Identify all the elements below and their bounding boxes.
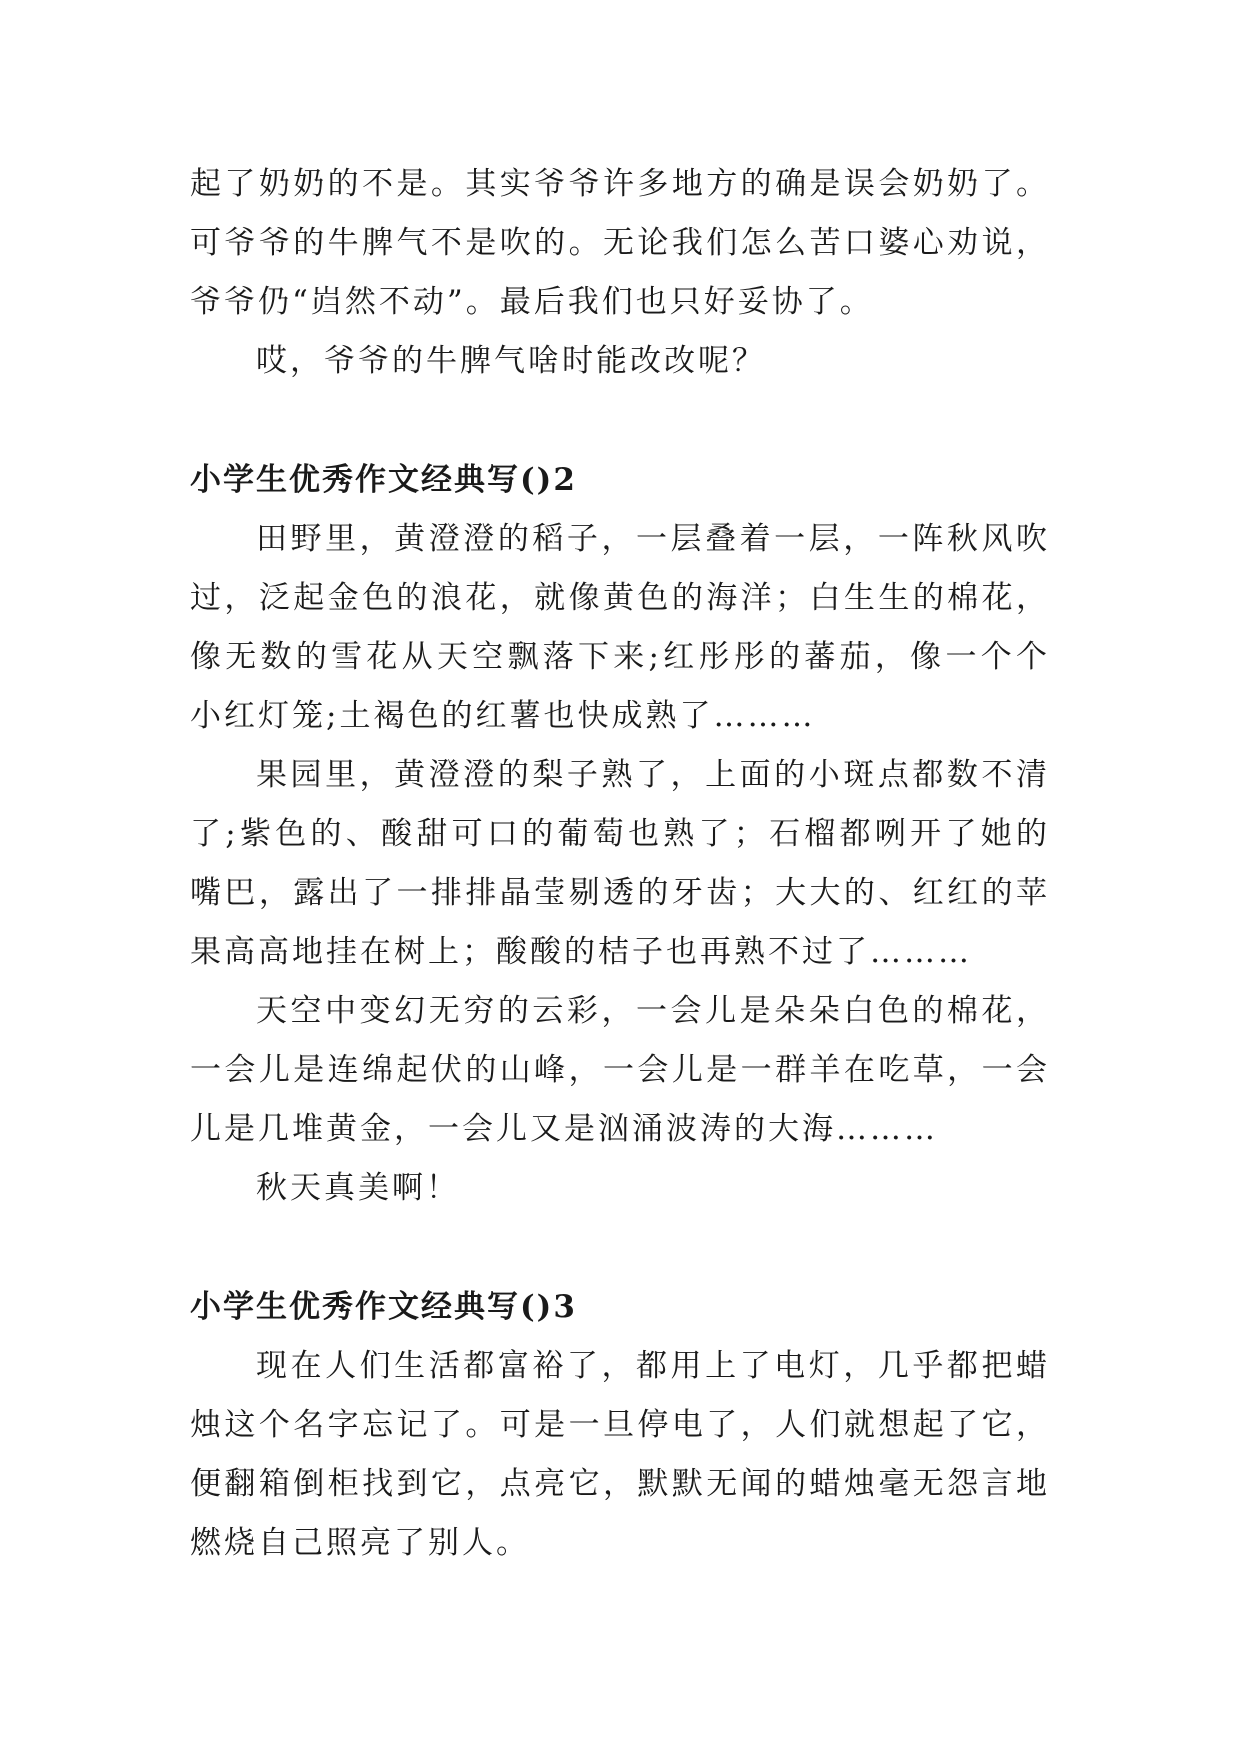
section-heading-2: 小学生优秀作文经典写()2 — [190, 462, 577, 498]
section-heading-3: 小学生优秀作文经典写()3 — [190, 1289, 577, 1325]
paragraph-autumn-beauty: 秋天真美啊！ — [256, 1170, 460, 1206]
paragraph-grandpa-temper: 哎，爷爷的牛脾气啥时能改改呢？ — [256, 343, 766, 379]
paragraph-orchard: 果园里，黄澄澄的梨子熟了，上面的小斑点都数不清了;紫色的、酸甜可口的葡萄也熟了；石榴都咧开了她的嘴巴，露出了一排排晶莹剔透的牙齿；大大的、红红的苹果高高地挂在树上；酸酸的桔子也再熟不过了……… — [190, 757, 1050, 970]
paragraph-continuation: 起了奶奶的不是。其实爷爷许多地方的确是误会奶奶了。可爷爷的牛脾气不是吹的。无论我们怎么苦口婆心劝说，爷爷仍“岿然不动”。最后我们也只好妥协了。 — [190, 166, 1050, 320]
document-body — [190, 155, 1050, 1573]
paragraph-fields: 田野里，黄澄澄的稻子，一层叠着一层，一阵秋风吹过，泛起金色的浪花，就像黄色的海洋；白生生的棉花，像无数的雪花从天空飘落下来;红彤彤的蕃茄，像一个个小红灯笼;土褐色的红薯也快成熟了……… — [190, 521, 1050, 734]
paragraph-clouds: 天空中变幻无穷的云彩，一会儿是朵朵白色的棉花，一会儿是连绵起伏的山峰，一会儿是一群羊在吃草，一会儿是几堆黄金，一会儿又是汹涌波涛的大海……… — [190, 993, 1050, 1147]
paragraph-candle: 现在人们生活都富裕了，都用上了电灯，几乎都把蜡烛这个名字忘记了。可是一旦停电了，人们就想起了它，便翻箱倒柜找到它，点亮它，默默无闻的蜡烛毫无怨言地燃烧自己照亮了别人。 — [190, 1348, 1050, 1561]
